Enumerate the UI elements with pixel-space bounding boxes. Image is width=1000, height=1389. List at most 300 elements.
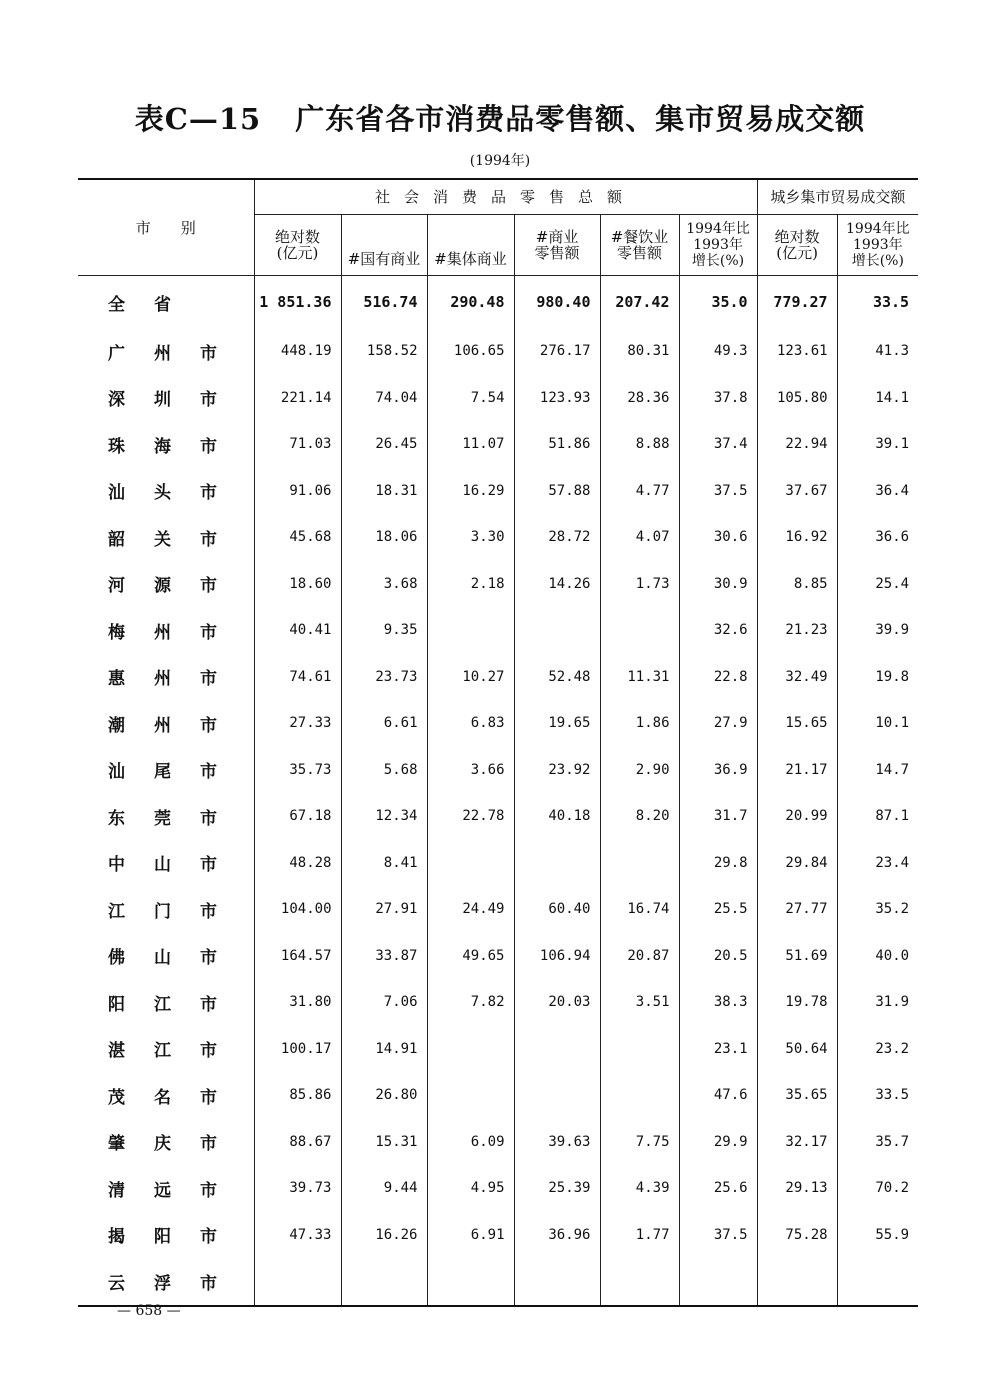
cell-collective: 49.65 xyxy=(427,933,514,980)
cell-market-growth: 36.6 xyxy=(837,514,918,561)
header-market-growth-text: 1994年比 1993年 增长(%) xyxy=(846,221,910,269)
city-char: 海 xyxy=(154,436,171,457)
cell-market: 123.61 xyxy=(757,328,837,375)
cell-retail: 164.57 xyxy=(254,933,341,980)
row-city xyxy=(78,886,254,933)
cell-market-growth: 70.2 xyxy=(837,1165,918,1212)
cell-growth: 47.6 xyxy=(679,1072,757,1119)
cell-market-growth: 87.1 xyxy=(837,793,918,840)
city-char: 市 xyxy=(200,948,217,969)
city-char: 庆 xyxy=(154,1134,171,1155)
cell-collective: 2.18 xyxy=(427,561,514,608)
cell-market: 32.17 xyxy=(757,1119,837,1166)
cell-collective: 106.65 xyxy=(427,328,514,375)
header-retail-growth-text: 1994年比 1993年 增长(%) xyxy=(686,221,750,269)
cell-market-growth: 23.4 xyxy=(837,840,918,887)
city-char: 韶 xyxy=(108,529,125,550)
city-char: 浮 xyxy=(154,1273,171,1294)
cell-market: 15.65 xyxy=(757,700,837,747)
cell-growth: 25.5 xyxy=(679,886,757,933)
city-char: 云 xyxy=(108,1273,125,1294)
cell-collective xyxy=(427,840,514,887)
cell-catering: 1.86 xyxy=(600,700,679,747)
city-char: 市 xyxy=(200,1134,217,1155)
cell-state: 516.74 xyxy=(341,276,427,329)
cell-retail: 74.61 xyxy=(254,654,341,701)
city-char: 市 xyxy=(200,576,217,597)
city-char: 市 xyxy=(200,715,217,736)
cell-commerce: 980.40 xyxy=(514,276,600,329)
cell-collective: 7.82 xyxy=(427,979,514,1026)
cell-catering: 80.31 xyxy=(600,328,679,375)
cell-growth: 36.9 xyxy=(679,747,757,794)
city-char: 市 xyxy=(200,1227,217,1248)
cell-growth: 37.8 xyxy=(679,375,757,422)
cell-collective: 3.30 xyxy=(427,514,514,561)
city-char: 中 xyxy=(108,855,125,876)
row-city xyxy=(78,1165,254,1212)
cell-growth: 37.4 xyxy=(679,421,757,468)
table-row xyxy=(78,607,918,654)
data-table-container xyxy=(78,178,918,1307)
cell-market-growth: 39.1 xyxy=(837,421,918,468)
cell-catering: 1.73 xyxy=(600,561,679,608)
city-char: 山 xyxy=(154,855,171,876)
cell-retail: 85.86 xyxy=(254,1072,341,1119)
cell-market-growth: 33.5 xyxy=(837,276,918,329)
city-char: 阳 xyxy=(154,1227,171,1248)
cell-market: 29.84 xyxy=(757,840,837,887)
cell-growth: 30.9 xyxy=(679,561,757,608)
table-row xyxy=(78,514,918,561)
city-char: 汕 xyxy=(108,762,125,783)
city-char: 名 xyxy=(154,1087,171,1108)
cell-state: 23.73 xyxy=(341,654,427,701)
city-char: 头 xyxy=(154,483,171,504)
cell-growth: 29.8 xyxy=(679,840,757,887)
city-char: 市 xyxy=(200,1041,217,1062)
cell-catering: 8.88 xyxy=(600,421,679,468)
cell-market-growth: 33.5 xyxy=(837,1072,918,1119)
cell-market: 29.13 xyxy=(757,1165,837,1212)
header-market-group: 城乡集市贸易成交额 xyxy=(757,179,918,215)
table-row xyxy=(78,840,918,887)
cell-state: 12.34 xyxy=(341,793,427,840)
cell-market-growth: 14.1 xyxy=(837,375,918,422)
cell-commerce xyxy=(514,1072,600,1119)
row-city xyxy=(78,421,254,468)
header-market-abs xyxy=(757,215,837,276)
cell-state: 74.04 xyxy=(341,375,427,422)
cell-state: 6.61 xyxy=(341,700,427,747)
city-char: 茂 xyxy=(108,1087,125,1108)
cell-retail: 40.41 xyxy=(254,607,341,654)
cell-market-growth: 19.8 xyxy=(837,654,918,701)
city-char: 山 xyxy=(154,948,171,969)
cell-growth: 23.1 xyxy=(679,1026,757,1073)
table-row xyxy=(78,1072,918,1119)
cell-catering xyxy=(600,1072,679,1119)
cell-state: 15.31 xyxy=(341,1119,427,1166)
cell-market-growth: 35.2 xyxy=(837,886,918,933)
cell-retail: 45.68 xyxy=(254,514,341,561)
cell-market-growth: 31.9 xyxy=(837,979,918,1026)
cell-growth: 37.5 xyxy=(679,1212,757,1259)
cell-growth: 29.9 xyxy=(679,1119,757,1166)
cell-commerce: 39.63 xyxy=(514,1119,600,1166)
row-city xyxy=(78,514,254,561)
cell-retail: 47.33 xyxy=(254,1212,341,1259)
cell-commerce xyxy=(514,607,600,654)
header-retail-abs-text: 绝对数 (亿元) xyxy=(274,228,320,262)
cell-market: 22.94 xyxy=(757,421,837,468)
cell-market-growth xyxy=(837,1258,918,1306)
cell-growth: 31.7 xyxy=(679,793,757,840)
row-city xyxy=(78,747,254,794)
cell-commerce: 57.88 xyxy=(514,468,600,515)
cell-growth: 20.5 xyxy=(679,933,757,980)
cell-collective xyxy=(427,1258,514,1306)
cell-market: 779.27 xyxy=(757,276,837,329)
cell-state: 7.06 xyxy=(341,979,427,1026)
table-subtitle: (1994年) xyxy=(469,153,531,169)
row-city xyxy=(78,1119,254,1166)
cell-market-growth: 55.9 xyxy=(837,1212,918,1259)
table-body xyxy=(78,276,918,1306)
cell-retail: 1 851.36 xyxy=(254,276,341,329)
cell-retail xyxy=(254,1258,341,1306)
cell-state: 14.91 xyxy=(341,1026,427,1073)
row-city xyxy=(78,1212,254,1259)
cell-market-growth: 36.4 xyxy=(837,468,918,515)
city-char: 源 xyxy=(154,576,171,597)
city-char: 河 xyxy=(108,576,125,597)
table-row xyxy=(78,1258,918,1306)
cell-retail: 71.03 xyxy=(254,421,341,468)
cell-collective: 10.27 xyxy=(427,654,514,701)
city-char: 深 xyxy=(108,390,125,411)
city-char: 广 xyxy=(108,343,125,364)
cell-retail: 67.18 xyxy=(254,793,341,840)
table-row xyxy=(78,1165,918,1212)
cell-market-growth: 41.3 xyxy=(837,328,918,375)
row-city xyxy=(78,654,254,701)
cell-collective: 6.09 xyxy=(427,1119,514,1166)
cell-commerce: 14.26 xyxy=(514,561,600,608)
cell-collective: 4.95 xyxy=(427,1165,514,1212)
cell-commerce xyxy=(514,1026,600,1073)
cell-collective xyxy=(427,607,514,654)
city-char: 东 xyxy=(108,808,125,829)
cell-market-growth: 39.9 xyxy=(837,607,918,654)
cell-market-growth: 23.2 xyxy=(837,1026,918,1073)
cell-catering: 7.75 xyxy=(600,1119,679,1166)
row-city xyxy=(78,1026,254,1073)
cell-market-growth: 40.0 xyxy=(837,933,918,980)
cell-retail: 448.19 xyxy=(254,328,341,375)
cell-growth: 49.3 xyxy=(679,328,757,375)
city-char: 市 xyxy=(200,901,217,922)
cell-collective: 24.49 xyxy=(427,886,514,933)
cell-commerce xyxy=(514,840,600,887)
cell-collective: 6.91 xyxy=(427,1212,514,1259)
city-char: 梅 xyxy=(108,622,125,643)
cell-state: 9.35 xyxy=(341,607,427,654)
city-char: 惠 xyxy=(108,669,125,690)
table-row xyxy=(78,276,918,329)
city-char: 市 xyxy=(200,622,217,643)
table-row xyxy=(78,468,918,515)
city-char: 市 xyxy=(200,483,217,504)
cell-commerce: 40.18 xyxy=(514,793,600,840)
cell-market-growth: 14.7 xyxy=(837,747,918,794)
header-catering-text: #餐饮业 零售额 xyxy=(610,228,669,262)
city-char: 省 xyxy=(154,294,171,315)
table-title-text: 广东省各市消费品零售额、集市贸易成交额 xyxy=(295,102,866,136)
cell-commerce xyxy=(514,1258,600,1306)
table-row xyxy=(78,561,918,608)
row-city xyxy=(78,328,254,375)
cell-market: 50.64 xyxy=(757,1026,837,1073)
header-collective xyxy=(427,215,514,276)
city-char: 佛 xyxy=(108,948,125,969)
cell-growth: 30.6 xyxy=(679,514,757,561)
header-market-abs-text: 绝对数 (亿元) xyxy=(774,228,820,262)
row-city xyxy=(78,276,254,329)
cell-market: 21.23 xyxy=(757,607,837,654)
city-char: 市 xyxy=(200,436,217,457)
cell-commerce: 20.03 xyxy=(514,979,600,1026)
cell-state: 158.52 xyxy=(341,328,427,375)
table-row xyxy=(78,933,918,980)
row-city xyxy=(78,1072,254,1119)
city-char: 市 xyxy=(200,343,217,364)
cell-growth: 27.9 xyxy=(679,700,757,747)
cell-catering: 3.51 xyxy=(600,979,679,1026)
row-city xyxy=(78,933,254,980)
cell-state: 18.06 xyxy=(341,514,427,561)
row-city xyxy=(78,1258,254,1306)
city-char: 市 xyxy=(200,1273,217,1294)
cell-collective xyxy=(427,1026,514,1073)
cell-retail: 35.73 xyxy=(254,747,341,794)
city-char: 关 xyxy=(154,529,171,550)
cell-collective: 16.29 xyxy=(427,468,514,515)
cell-retail: 221.14 xyxy=(254,375,341,422)
row-city xyxy=(78,561,254,608)
cell-catering: 16.74 xyxy=(600,886,679,933)
table-row xyxy=(78,747,918,794)
header-market-growth xyxy=(837,215,918,276)
city-char: 州 xyxy=(154,622,171,643)
cell-retail: 104.00 xyxy=(254,886,341,933)
cell-state: 33.87 xyxy=(341,933,427,980)
cell-market: 20.99 xyxy=(757,793,837,840)
cell-commerce: 51.86 xyxy=(514,421,600,468)
cell-commerce: 52.48 xyxy=(514,654,600,701)
city-char: 潮 xyxy=(108,715,125,736)
cell-market-growth: 10.1 xyxy=(837,700,918,747)
city-char: 尾 xyxy=(154,762,171,783)
cell-growth: 22.8 xyxy=(679,654,757,701)
table-row xyxy=(78,421,918,468)
cell-catering: 20.87 xyxy=(600,933,679,980)
city-char: 市 xyxy=(200,529,217,550)
city-char: 市 xyxy=(200,1087,217,1108)
cell-retail: 39.73 xyxy=(254,1165,341,1212)
city-char: 远 xyxy=(154,1180,171,1201)
cell-commerce: 23.92 xyxy=(514,747,600,794)
cell-catering xyxy=(600,840,679,887)
header-city: 市 别 xyxy=(78,179,254,276)
cell-catering: 4.77 xyxy=(600,468,679,515)
cell-market xyxy=(757,1258,837,1306)
cell-retail: 31.80 xyxy=(254,979,341,1026)
data-table xyxy=(78,178,918,1307)
cell-retail: 27.33 xyxy=(254,700,341,747)
cell-market: 21.17 xyxy=(757,747,837,794)
cell-catering: 2.90 xyxy=(600,747,679,794)
cell-state: 26.80 xyxy=(341,1072,427,1119)
cell-market: 27.77 xyxy=(757,886,837,933)
cell-commerce: 60.40 xyxy=(514,886,600,933)
header-retail-abs xyxy=(254,215,341,276)
cell-catering: 11.31 xyxy=(600,654,679,701)
table-row xyxy=(78,886,918,933)
cell-market: 8.85 xyxy=(757,561,837,608)
header-commerce xyxy=(514,215,600,276)
city-char: 市 xyxy=(200,762,217,783)
cell-retail: 48.28 xyxy=(254,840,341,887)
cell-market: 37.67 xyxy=(757,468,837,515)
cell-market: 75.28 xyxy=(757,1212,837,1259)
cell-state: 16.26 xyxy=(341,1212,427,1259)
city-char: 市 xyxy=(200,1180,217,1201)
cell-retail: 88.67 xyxy=(254,1119,341,1166)
row-city xyxy=(78,607,254,654)
page-title xyxy=(0,97,1000,138)
city-char: 揭 xyxy=(108,1227,125,1248)
cell-collective: 7.54 xyxy=(427,375,514,422)
cell-catering xyxy=(600,607,679,654)
table-row xyxy=(78,1119,918,1166)
table-row xyxy=(78,328,918,375)
city-char: 肇 xyxy=(108,1134,125,1155)
cell-growth: 38.3 xyxy=(679,979,757,1026)
city-char: 湛 xyxy=(108,1041,125,1062)
header-collective-text: #集体商业 xyxy=(434,250,507,268)
city-char: 州 xyxy=(154,343,171,364)
cell-commerce: 36.96 xyxy=(514,1212,600,1259)
city-char: 州 xyxy=(154,669,171,690)
cell-commerce: 25.39 xyxy=(514,1165,600,1212)
table-row xyxy=(78,1212,918,1259)
cell-state: 9.44 xyxy=(341,1165,427,1212)
page-number: — 658 — xyxy=(117,1303,181,1319)
table-code: 表C—15 xyxy=(134,102,262,136)
city-char: 市 xyxy=(200,390,217,411)
cell-catering xyxy=(600,1026,679,1073)
header-state xyxy=(341,215,427,276)
cell-market: 51.69 xyxy=(757,933,837,980)
cell-collective: 11.07 xyxy=(427,421,514,468)
city-char: 莞 xyxy=(154,808,171,829)
cell-market: 19.78 xyxy=(757,979,837,1026)
city-char: 市 xyxy=(200,855,217,876)
row-city xyxy=(78,793,254,840)
cell-growth: 25.6 xyxy=(679,1165,757,1212)
city-char: 市 xyxy=(200,669,217,690)
cell-collective: 290.48 xyxy=(427,276,514,329)
cell-growth: 32.6 xyxy=(679,607,757,654)
cell-retail: 18.60 xyxy=(254,561,341,608)
city-char: 全 xyxy=(108,294,125,315)
cell-catering: 4.39 xyxy=(600,1165,679,1212)
table-row xyxy=(78,700,918,747)
cell-commerce: 19.65 xyxy=(514,700,600,747)
cell-retail: 100.17 xyxy=(254,1026,341,1073)
city-char: 市 xyxy=(200,808,217,829)
cell-state: 5.68 xyxy=(341,747,427,794)
cell-catering: 1.77 xyxy=(600,1212,679,1259)
cell-collective: 22.78 xyxy=(427,793,514,840)
row-city xyxy=(78,375,254,422)
cell-market: 105.80 xyxy=(757,375,837,422)
cell-commerce: 106.94 xyxy=(514,933,600,980)
cell-state: 8.41 xyxy=(341,840,427,887)
cell-collective: 3.66 xyxy=(427,747,514,794)
cell-catering xyxy=(600,1258,679,1306)
cell-collective xyxy=(427,1072,514,1119)
header-retail-growth xyxy=(679,215,757,276)
cell-market: 32.49 xyxy=(757,654,837,701)
cell-state: 27.91 xyxy=(341,886,427,933)
city-char: 珠 xyxy=(108,436,125,457)
city-char: 清 xyxy=(108,1180,125,1201)
cell-state: 18.31 xyxy=(341,468,427,515)
cell-catering: 8.20 xyxy=(600,793,679,840)
row-city xyxy=(78,700,254,747)
city-char: 圳 xyxy=(154,390,171,411)
table-row xyxy=(78,1026,918,1073)
cell-retail: 91.06 xyxy=(254,468,341,515)
header-retail-group: 社会消费品零售总额 xyxy=(254,179,757,215)
city-char: 门 xyxy=(154,901,171,922)
cell-state xyxy=(341,1258,427,1306)
table-row xyxy=(78,793,918,840)
city-char: 江 xyxy=(108,901,125,922)
table-row xyxy=(78,375,918,422)
city-char: 阳 xyxy=(108,994,125,1015)
city-char: 市 xyxy=(200,994,217,1015)
header-commerce-text: #商业 零售额 xyxy=(534,228,580,262)
cell-collective: 6.83 xyxy=(427,700,514,747)
city-char: 江 xyxy=(154,1041,171,1062)
cell-market: 35.65 xyxy=(757,1072,837,1119)
cell-commerce: 28.72 xyxy=(514,514,600,561)
cell-state: 3.68 xyxy=(341,561,427,608)
table-row xyxy=(78,979,918,1026)
cell-commerce: 276.17 xyxy=(514,328,600,375)
city-char: 汕 xyxy=(108,483,125,504)
city-char: 江 xyxy=(154,994,171,1015)
table-row xyxy=(78,654,918,701)
cell-market-growth: 25.4 xyxy=(837,561,918,608)
header-catering xyxy=(600,215,679,276)
cell-catering: 207.42 xyxy=(600,276,679,329)
row-city xyxy=(78,468,254,515)
cell-growth xyxy=(679,1258,757,1306)
